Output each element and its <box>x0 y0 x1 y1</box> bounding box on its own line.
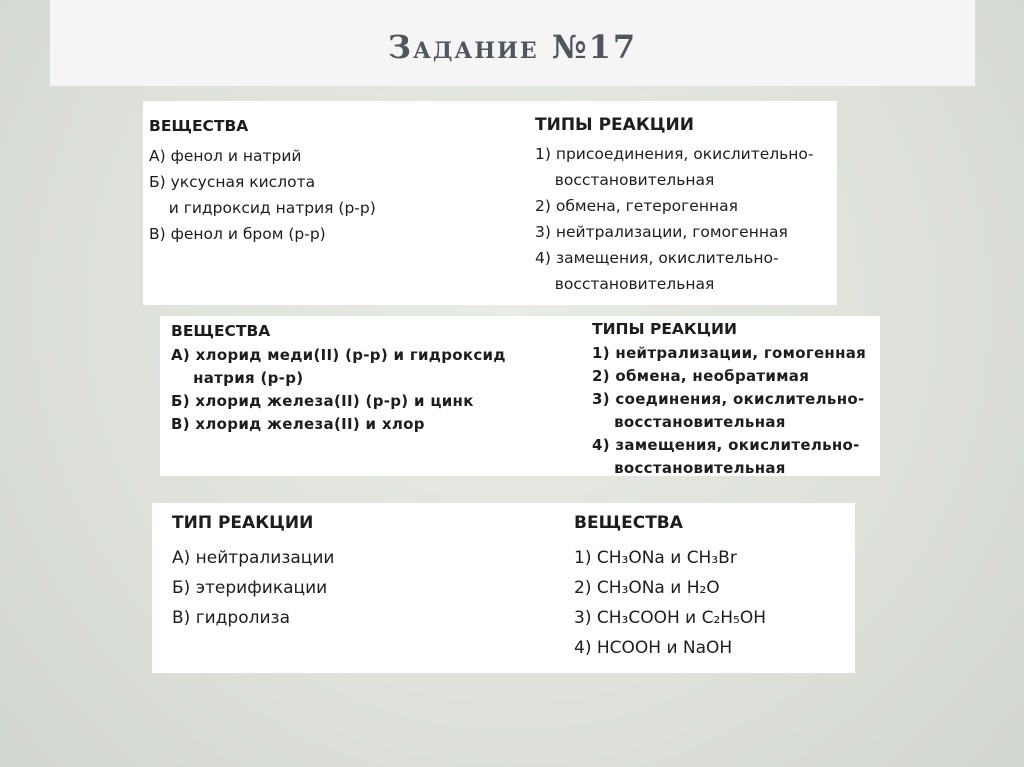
list-item: 3) CH₃COOH и C₂H₅OH <box>574 608 767 628</box>
column-header: ТИП РЕАКЦИИ <box>172 513 314 533</box>
task-card-2 <box>160 316 880 476</box>
list-item: 1) CH₃ONa и CH₃Br <box>574 548 737 568</box>
list-item: 3) соединения, окислительно- <box>592 390 865 408</box>
substances-column <box>574 513 766 663</box>
list-item: 1) нейтрализации, гомогенная <box>592 344 867 362</box>
column-header: ВЕЩЕСТВА <box>149 117 249 135</box>
title-band <box>50 0 975 86</box>
list-item: восстановительная <box>535 275 715 293</box>
list-item: восстановительная <box>535 171 715 189</box>
column-header: ВЕЩЕСТВА <box>171 322 271 340</box>
column-header: ТИПЫ РЕАКЦИИ <box>592 320 737 338</box>
list-item: В) гидролиза <box>172 608 290 628</box>
list-item: Б) хлорид железа(II) (р-р) и цинк <box>171 392 474 410</box>
list-item: восстановительная <box>592 413 786 431</box>
list-item: 4) замещения, окислительно- <box>535 249 779 267</box>
list-item: А) фенол и натрий <box>149 147 302 165</box>
list-item: 2) обмена, гетерогенная <box>535 197 738 215</box>
list-item: 3) нейтрализации, гомогенная <box>535 223 788 241</box>
list-item: и гидроксид натрия (р-р) <box>149 199 376 217</box>
list-item: 1) присоединения, окислительно- <box>535 145 814 163</box>
list-item: восстановительная <box>592 459 786 477</box>
substances-column <box>171 322 506 436</box>
slide-title: Задание №17 <box>387 28 638 66</box>
list-item: 2) обмена, необратимая <box>592 367 810 385</box>
reaction-types-column <box>535 115 814 297</box>
reaction-types-column <box>592 320 866 480</box>
substances-column <box>149 117 376 247</box>
list-item: натрия (р-р) <box>171 369 304 387</box>
list-item: 2) CH₃ONa и H₂O <box>574 578 720 598</box>
list-item: 4) замещения, окислительно- <box>592 436 860 454</box>
list-item: В) хлорид железа(II) и хлор <box>171 415 425 433</box>
task-card-3 <box>152 503 855 673</box>
list-item: Б) этерификации <box>172 578 328 598</box>
list-item: Б) уксусная кислота <box>149 173 316 191</box>
column-header: ТИПЫ РЕАКЦИИ <box>535 115 694 135</box>
list-item: 4) HCOOH и NaOH <box>574 638 733 658</box>
list-item: А) хлорид меди(II) (р-р) и гидроксид <box>171 346 506 364</box>
reaction-types-column <box>172 513 334 633</box>
list-item: А) нейтрализации <box>172 548 335 568</box>
column-header: ВЕЩЕСТВА <box>574 513 683 533</box>
list-item: В) фенол и бром (р-р) <box>149 225 326 243</box>
task-card-1 <box>143 101 837 305</box>
